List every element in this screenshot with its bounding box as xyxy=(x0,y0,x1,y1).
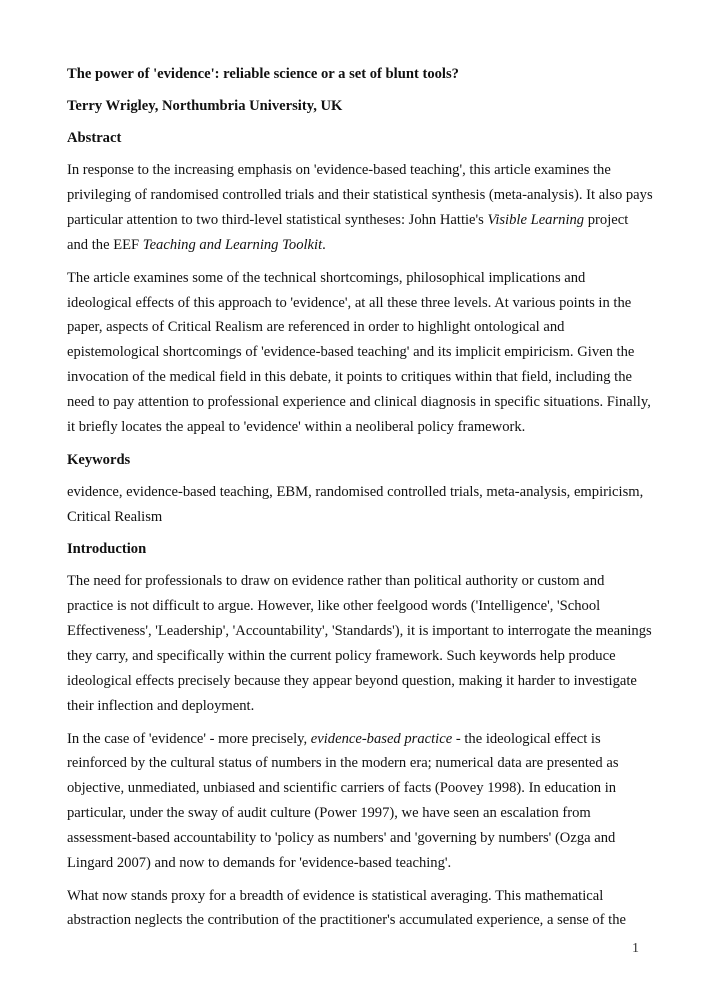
author-line: Terry Wrigley, Northumbria University, UK xyxy=(67,98,343,115)
text-line: In response to the increasing emphasis on 'evidence-based teaching', this article examines the xyxy=(67,162,611,179)
text-run: . xyxy=(322,236,326,253)
paragraph xyxy=(67,727,647,876)
text-line: Critical Realism xyxy=(67,508,163,525)
text-line: The article examines some of the technical shortcomings, philosophical implications and xyxy=(67,269,586,286)
text-line: abstraction neglects the contribution of the practitioner's accumulated experience, a sense of the xyxy=(67,912,626,929)
text-line: What now stands proxy for a breadth of evidence is statistical averaging. This mathematical xyxy=(67,887,604,904)
paragraph xyxy=(67,158,653,257)
text-line: it briefly locates the appeal to 'evidence' within a neoliberal policy framework. xyxy=(67,418,526,435)
text-line: The need for professionals to draw on evidence rather than political authority or custom and xyxy=(67,573,605,590)
page-number: 1 xyxy=(632,941,639,956)
text-line: epistemological shortcomings of 'evidence-based teaching' and its implicit empiricism. Given the xyxy=(67,344,635,361)
introduction-body xyxy=(67,569,652,933)
introduction-heading: Introduction xyxy=(67,541,147,558)
text-run: In the case of 'evidence' - more precisely, xyxy=(67,730,311,747)
text-line: invocation of the medical field in this debate, it points to critiques within that field, including the xyxy=(67,369,632,386)
text-run: - the ideological effect is xyxy=(452,730,601,747)
text-line xyxy=(67,233,647,258)
abstract-heading: Abstract xyxy=(67,130,122,147)
text-line: their inflection and deployment. xyxy=(67,697,255,714)
text-line: ideological effects precisely because they appear beyond question, making it harder to investigate xyxy=(67,672,637,689)
text-line: reinforced by the cultural status of numbers in the modern era; numerical data are presented as xyxy=(67,755,619,772)
paragraph xyxy=(67,569,652,718)
text-run: and the EEF xyxy=(67,236,143,253)
text-line: particular, under the sway of audit culture (Power 1997), we have seen an escalation from xyxy=(67,805,591,822)
text-line: they carry, and specifically within the current policy framework. Such keywords help produce xyxy=(67,647,616,664)
text-line: evidence, evidence-based teaching, EBM, randomised controlled trials, meta-analysis, empiricism, xyxy=(67,483,644,500)
text-line: ideological effects of this approach to 'evidence', at all these three levels. At various points in the xyxy=(67,294,632,311)
text-line: Effectiveness', 'Leadership', 'Accountability', 'Standards'), it is important to interrogate the meanings xyxy=(67,623,652,640)
keywords-text xyxy=(67,480,647,530)
paragraph xyxy=(67,884,647,934)
document-page xyxy=(67,62,653,941)
abstract-body xyxy=(67,158,653,439)
text-line: Lingard 2007) and now to demands for 'evidence-based teaching'. xyxy=(67,854,452,871)
italic-title: evidence-based practice xyxy=(310,730,453,747)
text-line: need to pay attention to professional experience and clinical diagnosis in specific situations. Finally, xyxy=(67,393,651,410)
paper-title: The power of 'evidence': reliable science or a set of blunt tools? xyxy=(67,66,459,82)
keywords-heading: Keywords xyxy=(67,451,131,468)
text-line xyxy=(67,208,647,233)
paragraph xyxy=(67,266,651,440)
italic-title: Teaching and Learning Toolkit xyxy=(142,236,323,253)
italic-title: Visible Learning xyxy=(487,211,585,228)
text-line: practice is not difficult to argue. However, like other feelgood words ('Intelligence', 'School xyxy=(67,598,601,615)
text-line: objective, unmediated, unbiased and scientific carriers of facts (Poovey 1998). In education in xyxy=(67,780,617,797)
text-run: project xyxy=(584,211,629,228)
text-run: particular attention to two third-level statistical syntheses: John Hattie's xyxy=(67,211,488,228)
text-line: privileging of randomised controlled trials and their statistical synthesis (meta-analysis). It also pays xyxy=(67,187,653,204)
text-line xyxy=(67,727,647,752)
text-line: paper, aspects of Critical Realism are referenced in order to highlight ontological and xyxy=(67,319,565,336)
text-line: assessment-based accountability to 'policy as numbers' and 'governing by numbers' (Ozga and xyxy=(67,829,616,846)
